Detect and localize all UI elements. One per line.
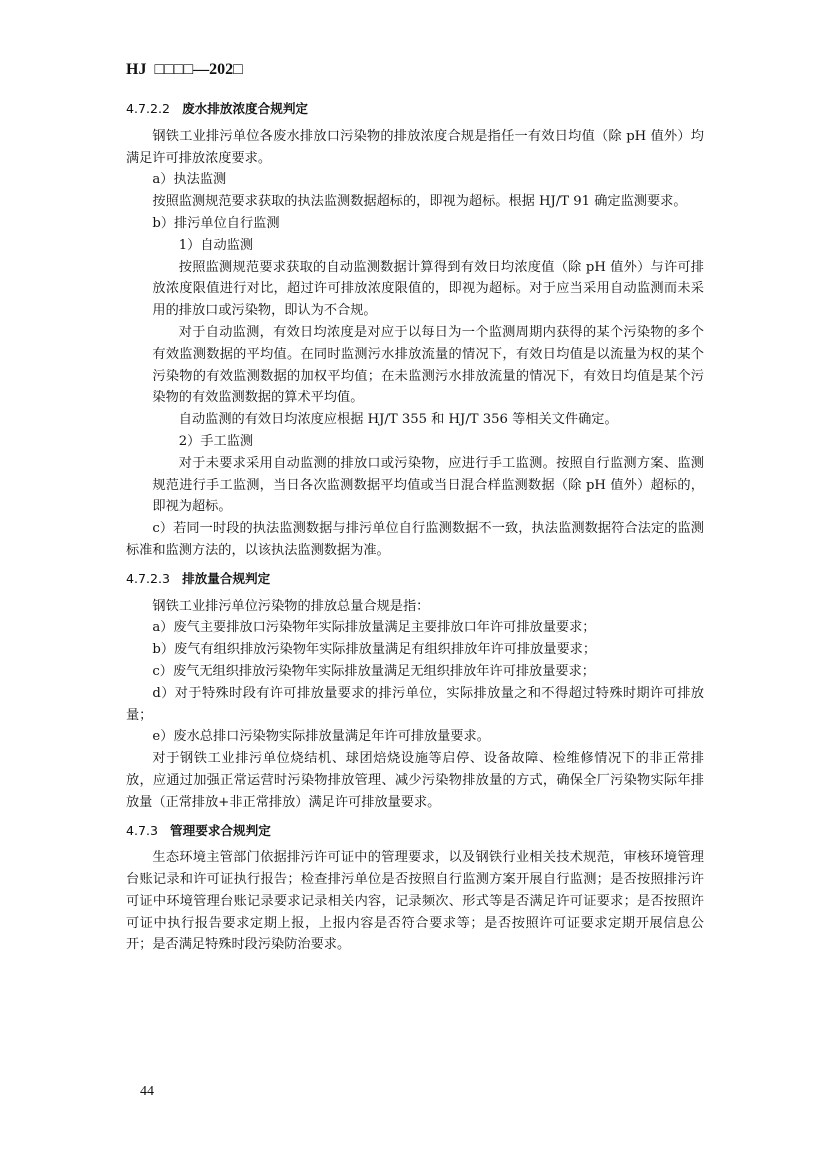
item-auto-monitoring-label: 1）自动监测	[178, 237, 254, 253]
paragraph-wastewater-intro: 钢铁工业排污单位各废水排放口污染物的排放浓度合规是指任一有效日均值（除 pH 值外）均满足许可排放浓度要求。	[126, 128, 704, 166]
document-body	[126, 98, 704, 956]
section-number: 4.7.3	[126, 822, 159, 838]
section-heading-4-7-3	[126, 820, 704, 842]
paragraph-emission-total-intro: 钢铁工业排污单位污染物的排放总量合规是指：	[152, 598, 430, 614]
list-item-d: d）对于特殊时段有许可排放量要求的排污单位，实际排放量之和不得超过特殊时期许可排放量；	[126, 685, 704, 723]
self-monitoring-block	[126, 235, 704, 518]
paragraph-daily-average-definition: 对于自动监测，有效日均浓度是对应于以每日为一个监测周期内获得的某个污染物的多个有效监测数据的平均值。在同时监测污水排放流量的情况下，有效日均值是以流量为权的某个污染物的有效监测数据的加权平均值；在未监测污水排放流量的情况下，有效日均值是某个污染物的有效监测数据的算术平均值。	[152, 324, 704, 406]
section-heading-4-7-2-3	[126, 568, 704, 590]
list-item-c: c）废气无组织排放污染物年实际排放量满足无组织排放年许可排放量要求；	[152, 663, 595, 679]
paragraph-manual-monitoring: 对于未要求采用自动监测的排放口或污染物，应进行手工监测。按照自行监测方案、监测规范进行手工监测，当日各次监测数据平均值或当日混合样监测数据（除 pH 值外）超标的，即视为超标。	[152, 455, 704, 515]
list-item-a: a）废气主要排放口污染物年实际排放量满足主要排放口年许可排放量要求；	[152, 620, 596, 636]
section-number: 4.7.2.3	[126, 570, 171, 586]
section-number: 4.7.2.2	[126, 101, 171, 116]
paragraph-daily-average-standard: 自动监测的有效日均浓度应根据 HJ/T 355 和 HJ/T 356 等相关文件确定。	[178, 412, 618, 428]
paragraph-enforcement-monitoring: 按照监测规范要求获取的执法监测数据超标的，即视为超标。根据 HJ/T 91 确定监测要求。	[152, 194, 687, 210]
section-title: 废水排放浓度合规判定	[182, 101, 308, 116]
list-item-e: e）废水总排口污染物实际排放量满足年许可排放量要求。	[152, 729, 490, 745]
paragraph-management-compliance: 生态环境主管部门依据排污许可证中的管理要求，以及钢铁行业相关技术规范，审核环境管理台账记录和许可证执行报告；检查排污单位是否按照自行监测方案开展自行监测；是否按照排污许可证中环境管理台账记录要求记录相关内容，记录频次、形式等是否满足许可证要求；是否按照许可证中执行报告要求定期上报，上报内容是否符合要求等；是否按照许可证要求定期开展信息公开；是否满足特殊时段污染防治要求。	[126, 850, 704, 953]
item-self-monitoring-label: b）排污单位自行监测	[152, 215, 280, 231]
document-header	[126, 59, 243, 81]
standard-prefix: HJ	[126, 61, 147, 78]
section-title: 排放量合规判定	[182, 570, 271, 586]
paragraph-data-conflict: c）若同一时段的执法监测数据与排污单位自行监测数据不一致，执法监测数据符合法定的监测标准和监测方法的，以该执法监测数据为准。	[126, 521, 704, 558]
section-title: 管理要求合规判定	[170, 822, 271, 838]
paragraph-auto-monitoring: 按照监测规范要求获取的自动监测数据计算得到有效日均浓度值（除 pH 值外）与许可排放浓度限值进行对比，超过许可排放浓度限值的，即视为超标。对于应当采用自动监测而未采用的排放口或污染物，即认为不合规。	[152, 259, 704, 319]
list-item-b: b）废气有组织排放污染物年实际排放量满足有组织排放年许可排放量要求；	[152, 642, 597, 658]
item-manual-monitoring-label: 2）手工监测	[178, 433, 254, 449]
item-enforcement-monitoring-label: a）执法监测	[152, 172, 227, 188]
section-heading-4-7-2-2	[126, 98, 704, 120]
standard-code: □□□□—202□	[154, 61, 243, 78]
page-number: 44	[140, 1084, 154, 1099]
paragraph-abnormal-emission: 对于钢铁工业排污单位烧结机、球团焙烧设施等启停、设备故障、检维修情况下的非正常排放，应通过加强正常运营时污染物排放管理、减少污染物排放量的方式，确保全厂污染物实际年排放量（正常排放+非正常排放）满足许可排放量要求。	[126, 751, 704, 810]
